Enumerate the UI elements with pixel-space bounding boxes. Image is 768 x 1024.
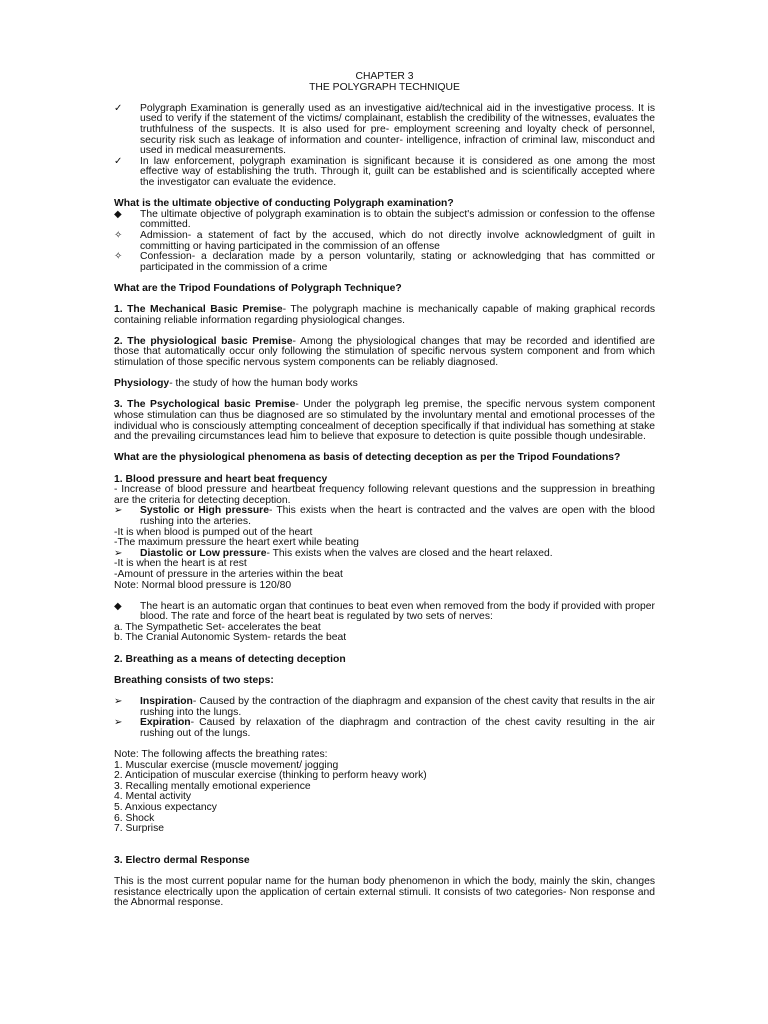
check-icon: ✓ bbox=[114, 155, 123, 167]
diamond-bullet-icon: ◆ bbox=[114, 600, 122, 612]
breathing-factor-item: 3. Recalling mentally emotional experience bbox=[114, 780, 311, 792]
expiration-text bbox=[140, 718, 655, 739]
expiration-body: - Caused by relaxation of the diaphragm and contraction of the chest cavity resulting in the air rushing out of the lungs. bbox=[140, 717, 655, 739]
arrow-bullet-icon: ➢ bbox=[114, 547, 123, 559]
star-bullet-icon: ✧ bbox=[114, 229, 123, 241]
premise-mechanical-heading: 1. The Mechanical Basic Premise bbox=[114, 304, 283, 316]
question-phenomena: What are the physiological phenomena as basis of detecting deception as per the Tripod Foundations? bbox=[114, 452, 621, 464]
systolic-note: -It is when blood is pumped out of the heart bbox=[114, 526, 313, 538]
question-tripod: What are the Tripod Foundations of Polygraph Technique? bbox=[114, 282, 402, 294]
breathing-heading: 2. Breathing as a means of detecting deception bbox=[114, 653, 346, 665]
chapter-title: THE POLYGRAPH TECHNIQUE bbox=[309, 81, 460, 93]
systolic-heading: Systolic or High pressure bbox=[140, 505, 269, 517]
breathing-steps-heading: Breathing consists of two steps: bbox=[114, 674, 274, 686]
inspiration-heading: Inspiration bbox=[140, 696, 193, 708]
inspiration-text bbox=[140, 697, 655, 718]
heart-diamond-item bbox=[114, 602, 655, 623]
premise-mechanical-body: - The polygraph machine is mechanically capable of making graphical records containing reliable information regarding physiological changes. bbox=[114, 304, 655, 326]
breathing-factor-item: 7. Surprise bbox=[114, 823, 165, 835]
question-objective: What is the ultimate objective of conducting Polygraph examination? bbox=[114, 198, 454, 210]
objective-diamond-item bbox=[114, 210, 655, 231]
nerve-set-item: a. The Sympathetic Set- accelerates the beat bbox=[114, 621, 321, 633]
breathing-factor-item: 5. Anxious expectancy bbox=[114, 801, 217, 813]
breathing-factor-item: 6. Shock bbox=[114, 812, 155, 824]
intro-item-2 bbox=[114, 157, 655, 189]
diastolic-body: - This exists when the valves are closed and the heart relaxed. bbox=[266, 547, 553, 559]
breathing-factor-item: 1. Muscular exercise (muscle movement/ jogging bbox=[114, 759, 339, 771]
physiology-heading: Physiology bbox=[114, 378, 170, 390]
objective-text: The ultimate objective of polygraph examination is to obtain the subject's admission or confession to the offense committed. bbox=[140, 208, 655, 231]
arrow-bullet-icon: ➢ bbox=[114, 696, 123, 708]
confession-item bbox=[114, 252, 655, 273]
breathing-factor-item: 2. Anticipation of muscular exercise (thinking to perform heavy work) bbox=[114, 770, 427, 782]
premise-mechanical bbox=[114, 305, 655, 326]
expiration-item bbox=[114, 718, 655, 739]
check-icon: ✓ bbox=[114, 102, 123, 114]
diamond-bullet-icon: ◆ bbox=[114, 208, 122, 220]
systolic-note: -The maximum pressure the heart exert while beating bbox=[114, 537, 359, 549]
breathing-factor-item: 4. Mental activity bbox=[114, 791, 192, 803]
edr-body: This is the most current popular name for the human body phenomenon in which the body, mainly the skin, changes resistance electrically upon the application of certain external stimuli. It consists of two categories- Non response and the Abnormal response. bbox=[114, 876, 655, 909]
physiology-body: - the study of how the human body works bbox=[169, 378, 358, 390]
breathing-note-heading: Note: The following affects the breathing rates: bbox=[114, 749, 328, 760]
premise-physiological-heading: 2. The physiological basic Premise bbox=[114, 335, 293, 347]
premise-psychological bbox=[114, 400, 655, 442]
intro-text-1: Polygraph Examination is generally used as an investigative aid/technical aid in the investigative process. It is used to verify if the statement of the victims/ complainant, establish the credibility of the witnesses, evaluates the truthfulness of the suspects. It is also used for pre- employment screening and loyalty check of personnel, security risk such as leakage of information and counter- intelligence, infraction of criminal law, misconduct and used in medical measurements. bbox=[140, 102, 655, 157]
inspiration-item bbox=[114, 697, 655, 718]
intro-text-2: In law enforcement, polygraph examination is significant because it is considered as one among the most effective way of establishing the truth. Through it, guilt can be established and is scientifically accepted where the investigator can evaluate the evidence. bbox=[140, 155, 655, 188]
edr-heading: 3. Electro dermal Response bbox=[114, 854, 250, 866]
diastolic-note: -Amount of pressure in the arteries within the beat bbox=[114, 568, 343, 580]
heart-text: The heart is an automatic organ that continues to beat even when removed from the body if provided with proper blood. The rate and force of the heart beat is regulated by two sets of nerves: bbox=[140, 600, 655, 623]
blood-pressure-intro: - Increase of blood pressure and heartbeat frequency following relevant questions and the suppression in breathing are the criteria for detecting deception. bbox=[114, 484, 655, 506]
physiology-definition bbox=[114, 379, 655, 390]
premise-physiological bbox=[114, 337, 655, 369]
systolic-item bbox=[114, 506, 655, 527]
expiration-heading: Expiration bbox=[140, 717, 191, 729]
arrow-bullet-icon: ➢ bbox=[114, 505, 123, 517]
premise-psychological-body: - Under the polygraph leg premise, the specific nervous system component whose stimulation can thus be diagnosed are so stimulated by the involuntary mental and emotional processes of the individual who is consciously attempting concealment of deception specifically if that individual has something at stake and the prevailing circumstances lead him to believe that exposure to detection is quite possible though undesirable. bbox=[114, 399, 655, 443]
star-bullet-icon: ✧ bbox=[114, 251, 123, 263]
systolic-body: - This exists when the heart is contracted and the valves are open with the blood rushing into the arteries. bbox=[140, 505, 655, 527]
blood-pressure-note: Note: Normal blood pressure is 120/80 bbox=[114, 579, 292, 591]
diastolic-note: -It is when the heart is at rest bbox=[114, 558, 247, 570]
intro-item-1 bbox=[114, 104, 655, 157]
arrow-bullet-icon: ➢ bbox=[114, 717, 123, 729]
premise-psychological-heading: 3. The Psychological basic Premise bbox=[114, 399, 296, 411]
confession-text: Confession- a declaration made by a person voluntarily, stating or acknowledging that has committed or participated in the commission of a crime bbox=[140, 251, 655, 273]
systolic-text bbox=[140, 506, 655, 527]
chapter-number: CHAPTER 3 bbox=[355, 71, 414, 82]
inspiration-body: - Caused by the contraction of the diaphragm and expansion of the chest cavity that results in the air rushing into the lungs. bbox=[140, 696, 655, 718]
diastolic-heading: Diastolic or Low pressure bbox=[140, 547, 267, 559]
blood-pressure-heading: 1. Blood pressure and heart beat frequency bbox=[114, 473, 328, 485]
admission-item bbox=[114, 231, 655, 252]
admission-text: Admission- a statement of fact by the accused, which do not directly involve acknowledgment of guilt in committing or having participated in the commission of an offense bbox=[140, 229, 655, 252]
nerve-set-item: b. The Cranial Autonomic System- retards the beat bbox=[114, 632, 347, 644]
premise-physiological-body: - Among the physiological changes that may be recorded and identified are those that automatically occur only following the stimulation of specific nervous system component and from which stimulation of those specific nervous system components can be reliably diagnosed. bbox=[114, 335, 655, 369]
